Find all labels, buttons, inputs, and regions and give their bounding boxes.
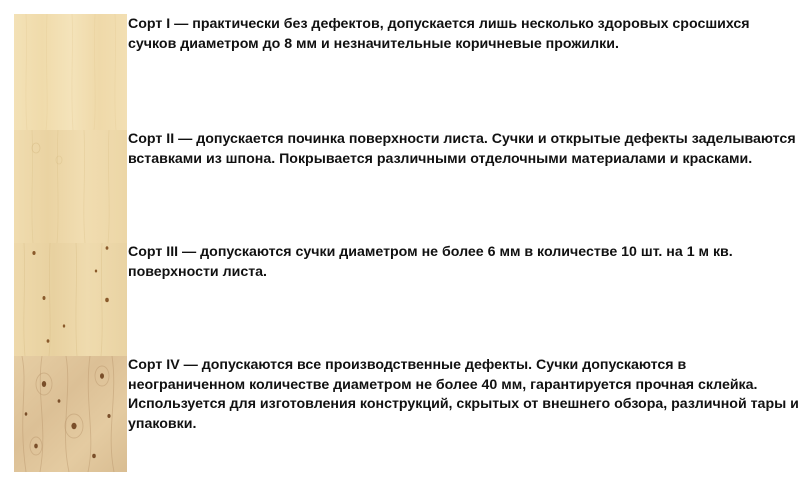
grade-1-description: Сорт I — практически без дефектов, допускается лишь несколько здоровых сросшихся сучков диаметром до 8 мм и незначительные коричневые прожилки. <box>128 16 750 52</box>
grade-2-description: Сорт II — допускается починка поверхности листа. Сучки и открытые дефекты заделываются вставками из шпона. Покрывается различными отделочными материалами и красками. <box>128 131 796 167</box>
plywood-grade-3-image <box>14 243 127 356</box>
grade-row-2 <box>0 130 807 243</box>
plywood-grade-2-image <box>14 130 127 243</box>
grade-3-description: Сорт III — допускаются сучки диаметром не более 6 мм в количестве 10 шт. на 1 м кв. поверхности листа. <box>128 244 733 280</box>
grade-4-description: Сорт IV — допускаются все производственные дефекты. Сучки допускаются в неограниченном количестве диаметром не более 40 мм, гарантируется прочная склейка. Используется для изготовления конструкций, скрытых от внешнего обзора, различной тары и упаковки. <box>128 357 799 432</box>
plywood-grade-1-image <box>14 14 127 130</box>
grade-row-1 <box>0 14 807 130</box>
plywood-grade-4-image <box>14 356 127 472</box>
grade-row-3 <box>0 243 807 356</box>
grade-row-4 <box>0 356 807 472</box>
